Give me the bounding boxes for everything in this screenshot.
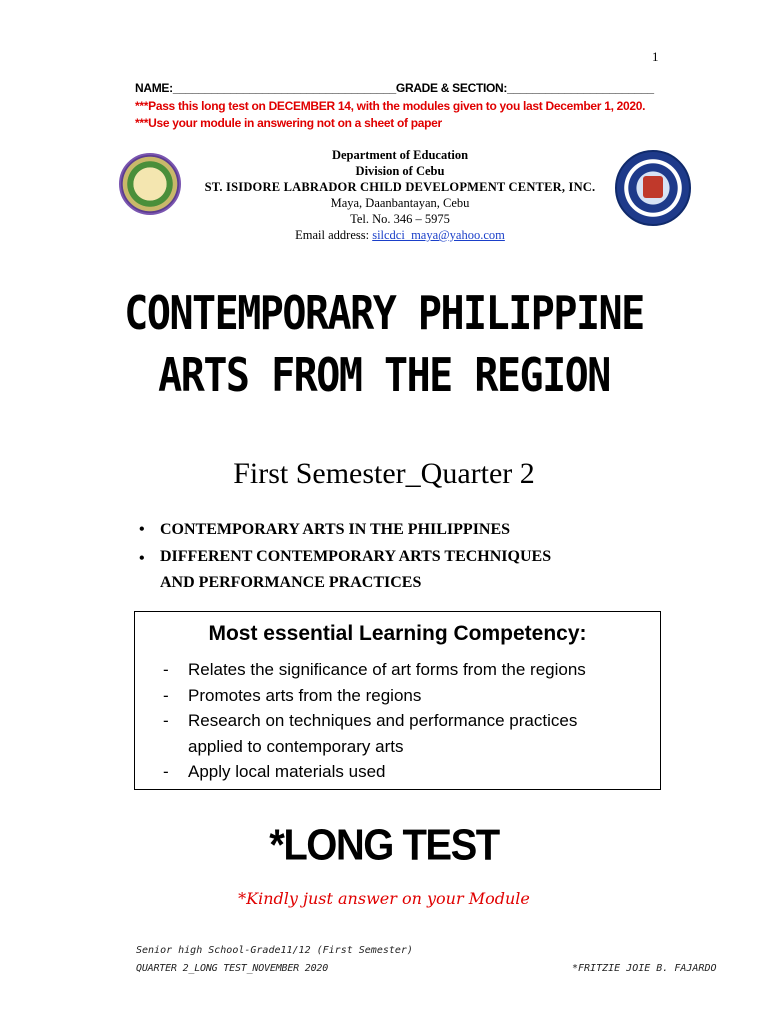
competency-item: - Apply local materials used — [163, 759, 586, 785]
email-link[interactable]: silcdci_maya@yahoo.com — [372, 228, 505, 242]
long-test-heading: *LONG TEST — [269, 820, 499, 870]
competency-item: - Relates the significance of art forms from the regions — [163, 657, 586, 683]
competency-title: Most essential Learning Competency: — [208, 622, 587, 645]
name-grade-section-line: NAME:___________________________________GRADE & SECTION:_______________________ — [135, 81, 654, 95]
email-label: Email address: — [295, 228, 373, 242]
deped-seal-icon — [615, 150, 691, 226]
dash-icon: - — [163, 711, 169, 730]
footer-grade: Senior high School-Grade11/12 (First Semester) — [136, 945, 413, 956]
footer-author: *FRITZIE JOIE B. FAJARDO — [572, 963, 717, 974]
bullet-icon: • — [139, 521, 145, 538]
competency-list — [163, 657, 586, 785]
deadline-note: ***Pass this long test on DECEMBER 14, with the modules given to you last December 1, 2020. — [135, 99, 646, 113]
competency-item-continued: applied to contemporary arts — [188, 736, 404, 756]
page-number: 1 — [652, 49, 659, 64]
school-name: ST. ISIDORE LABRADOR CHILD DEVELOPMENT CENTER, INC. — [204, 180, 596, 194]
topics-list — [136, 515, 551, 596]
dash-icon: - — [163, 762, 169, 781]
footer-quarter: QUARTER 2_LONG TEST_NOVEMBER 2020 — [136, 963, 329, 974]
department-name: Department of Education — [331, 148, 469, 162]
topic-item: • CONTEMPORARY ARTS IN THE PHILIPPINES — [136, 515, 551, 544]
module-note: ***Use your module in answering not on a sheet of paper — [135, 116, 442, 130]
school-address: Maya, Daanbantayan, Cebu — [330, 196, 470, 210]
main-title-line2: ARTS FROM THE REGION — [158, 349, 610, 403]
school-email-row — [190, 227, 610, 243]
competency-item: - Promotes arts from the regions — [163, 683, 586, 709]
bullet-icon: • — [139, 550, 145, 567]
dash-icon: - — [163, 660, 169, 679]
topic-item: • DIFFERENT CONTEMPORARY ARTS TECHNIQUES AND PERFORMANCE PRACTICES — [136, 544, 551, 596]
competency-box — [134, 611, 661, 790]
school-seal-icon — [119, 153, 181, 215]
semester-subtitle: First Semester_Quarter 2 — [233, 457, 535, 490]
division-name: Division of Cebu — [355, 164, 445, 178]
school-tel: Tel. No. 346 – 5975 — [350, 212, 450, 226]
instruction-note: *Kindly just answer on your Module — [238, 889, 530, 908]
competency-item: - Research on techniques and performance practices — [163, 708, 586, 734]
dash-icon: - — [163, 685, 169, 705]
school-header — [190, 147, 610, 243]
main-title-line1: CONTEMPORARY PHILIPPINE — [124, 287, 644, 341]
